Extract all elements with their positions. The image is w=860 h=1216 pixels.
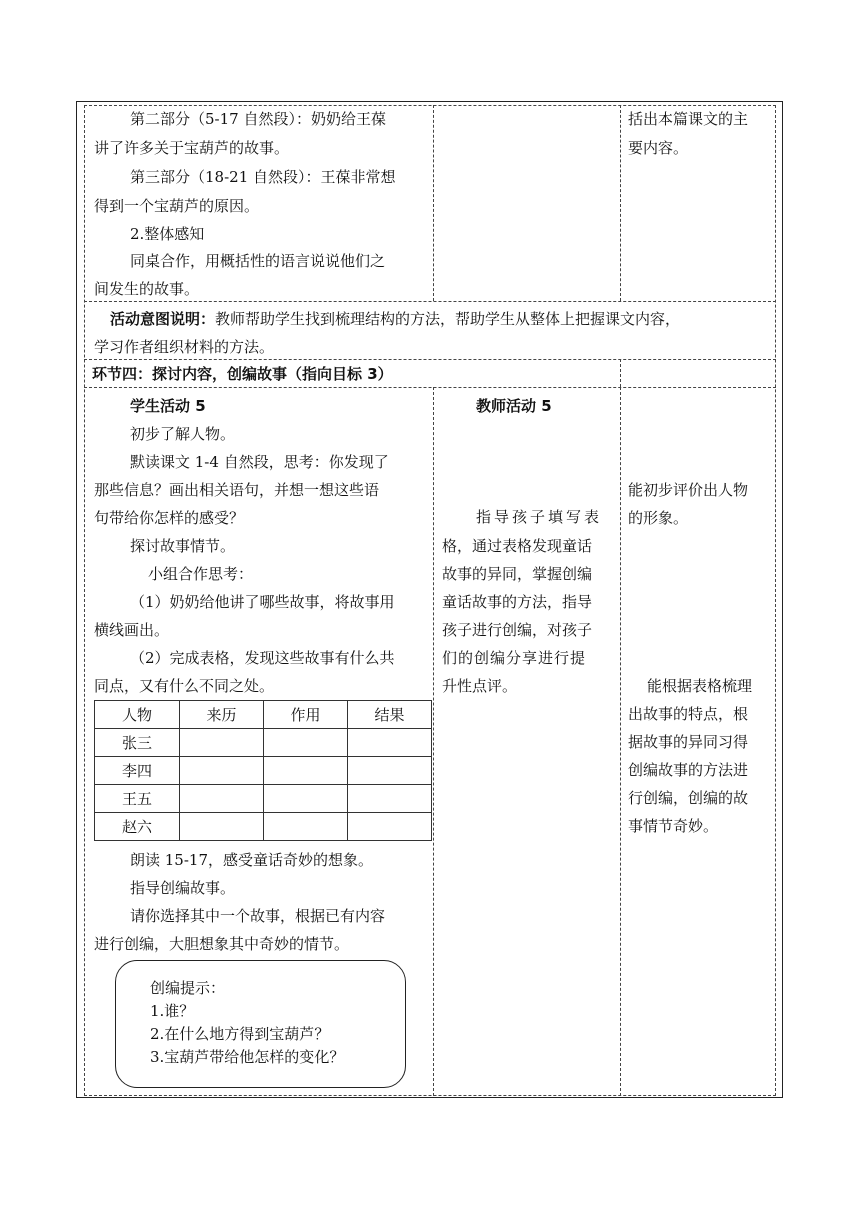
- row1-line: 间发生的故事。: [94, 280, 200, 298]
- assessment-line: 创编故事的方法进: [628, 761, 749, 779]
- student-line: 请你选择其中一个故事，根据已有内容: [130, 907, 386, 925]
- story-table-name: 李四: [95, 757, 180, 785]
- student-line: （2）完成表格，发现这些故事有什么共: [130, 649, 395, 667]
- student-line: 默读课文 1-4 自然段，思考：你发现了: [130, 453, 389, 471]
- hint-item: 1.谁？: [150, 1002, 195, 1020]
- teacher-line: 升性点评。: [442, 677, 518, 695]
- teacher-line: 格，通过表格发现童话: [442, 537, 593, 555]
- assessment-line: 据故事的异同习得: [628, 733, 749, 751]
- teacher-line: 孩子进行创编，对孩子: [442, 621, 593, 639]
- row-divider-3: [84, 387, 776, 388]
- student-line: 小组合作思考：: [148, 565, 254, 583]
- story-table-name: 赵六: [95, 813, 180, 841]
- hint-item: 2.在什么地方得到宝葫芦？: [150, 1025, 330, 1043]
- row1-line: 2.整体感知: [130, 225, 205, 243]
- row1-assessment-line: 要内容。: [628, 139, 689, 157]
- student-line: 横线画出。: [94, 621, 170, 639]
- student-line: 进行创编，大胆想象其中奇妙的情节。: [94, 935, 350, 953]
- student-activity-heading: 学生活动 5: [130, 397, 206, 415]
- table-row: [95, 729, 432, 757]
- student-line: 探讨故事情节。: [130, 537, 236, 555]
- story-table-name: 王五: [95, 785, 180, 813]
- student-line: 那些信息？画出相关语句，并想一想这些语: [94, 481, 380, 499]
- row1-line: 第二部分（5-17 自然段）：奶奶给王葆: [130, 110, 386, 128]
- col-divider-b3: [620, 387, 621, 1096]
- row1-assessment-line: 括出本篇课文的主: [628, 110, 749, 128]
- row-divider-2: [84, 359, 776, 360]
- row1-line: 同桌合作，用概括性的语言说说他们之: [130, 252, 386, 270]
- story-table-header: 作用: [263, 701, 347, 729]
- row1-line: 讲了许多关于宝葫芦的故事。: [94, 139, 290, 157]
- intent-line-1: [110, 309, 680, 329]
- intent-line-2: 学习作者组织材料的方法。: [94, 338, 275, 356]
- col-divider-a3: [433, 387, 434, 1096]
- col-divider-b1: [620, 105, 621, 301]
- hint-item: 3.宝葫芦带给他怎样的变化？: [150, 1048, 345, 1066]
- student-line: 同点，又有什么不同之处。: [94, 677, 275, 695]
- intent-label: 活动意图说明：: [110, 310, 216, 328]
- table-row: [95, 785, 432, 813]
- story-table-header: 人物: [95, 701, 180, 729]
- table-row: [95, 813, 432, 841]
- story-table-header: 来历: [179, 701, 263, 729]
- row1-line: 得到一个宝葫芦的原因。: [94, 197, 260, 215]
- teacher-line: 指导孩子填写表: [476, 508, 603, 526]
- table-row: [95, 757, 432, 785]
- assessment-line: 能初步评价出人物: [628, 481, 749, 499]
- student-line: 初步了解人物。: [130, 425, 236, 443]
- student-line: 朗读 15-17，感受童话奇妙的想象。: [130, 851, 374, 869]
- assessment-line: 出故事的特点，根: [628, 705, 749, 723]
- row1-line: 第三部分（18-21 自然段）：王葆非常想: [130, 168, 396, 186]
- student-line: 句带给你怎样的感受？: [94, 509, 245, 527]
- student-line: （1）奶奶给他讲了哪些故事，将故事用: [130, 593, 395, 611]
- assessment-line: 的形象。: [628, 509, 689, 527]
- teacher-line: 们的创编分享进行提: [442, 649, 587, 667]
- col-divider-b2: [620, 359, 621, 387]
- assessment-line: 行创编，创编的故: [628, 789, 749, 807]
- assessment-line: 能根据表格梳理: [647, 677, 753, 695]
- story-table-name: 张三: [95, 729, 180, 757]
- student-line: 指导创编故事。: [130, 879, 236, 897]
- story-table-wrapper: [94, 700, 432, 844]
- story-table: [94, 700, 432, 841]
- row-divider-1: [84, 301, 776, 302]
- teacher-line: 童话故事的方法，指导: [442, 593, 593, 611]
- col-divider-a1: [433, 105, 434, 301]
- intent-text: 教师帮助学生找到梳理结构的方法，帮助学生从整体上把握课文内容，: [215, 310, 681, 328]
- story-table-header-row: [95, 701, 432, 729]
- assessment-line: 事情节奇妙。: [628, 817, 719, 835]
- section4-title: 环节四：探讨内容，创编故事（指向目标 3）: [92, 365, 393, 383]
- teacher-line: 故事的异同，掌握创编: [442, 565, 593, 583]
- teacher-activity-heading: 教师活动 5: [476, 397, 552, 415]
- story-table-header: 结果: [347, 701, 431, 729]
- hint-title: 创编提示：: [150, 979, 226, 997]
